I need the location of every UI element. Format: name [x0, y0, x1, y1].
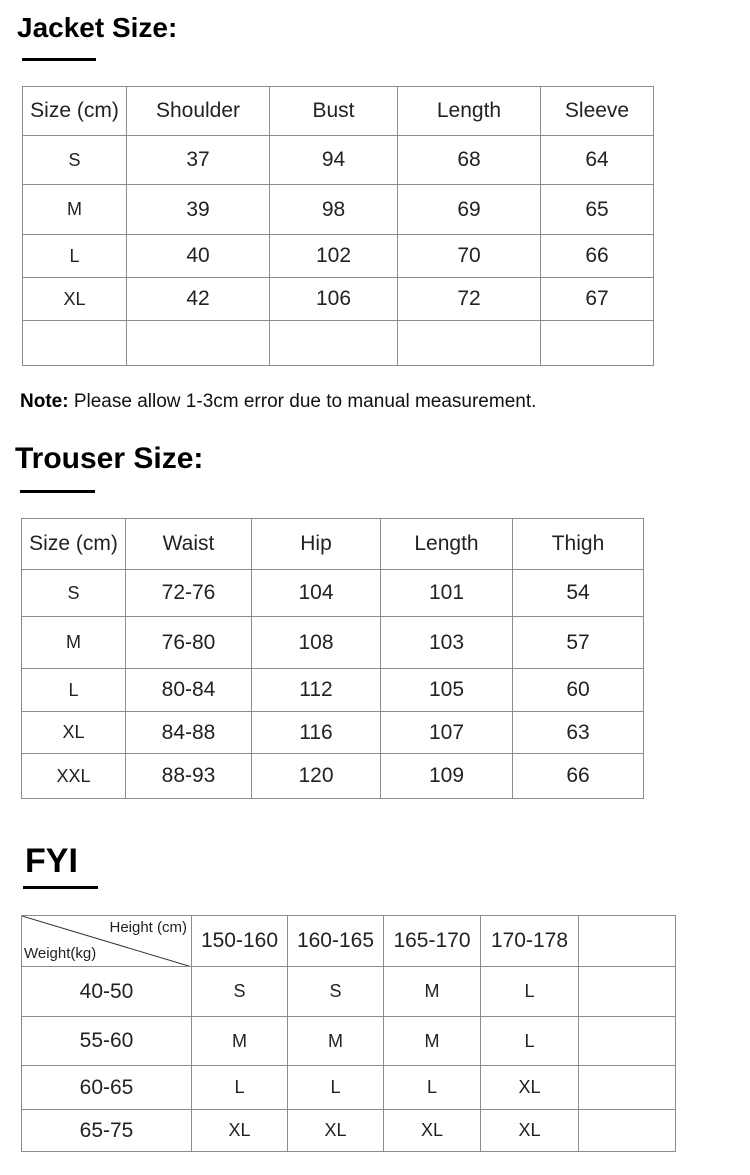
measurement-note [20, 391, 536, 413]
size-cell: S [23, 136, 127, 185]
weight-range-cell: 40-50 [22, 967, 192, 1017]
table-cell: 105 [381, 669, 513, 712]
table-cell: 98 [270, 185, 398, 235]
table-cell: 104 [252, 570, 381, 617]
table-row [22, 1066, 676, 1110]
table-row [22, 712, 644, 754]
table-cell: 70 [398, 235, 541, 278]
table-cell: M [384, 967, 481, 1017]
table-cell [579, 1017, 676, 1066]
table-header-row [23, 87, 654, 136]
table-cell: L [384, 1066, 481, 1110]
header-size: Size (cm) [23, 87, 127, 136]
note-label: Note: [20, 391, 69, 412]
table-cell: 94 [270, 136, 398, 185]
table-row [23, 235, 654, 278]
table-cell: 72-76 [126, 570, 252, 617]
table-cell [541, 321, 654, 366]
header-bust: Bust [270, 87, 398, 136]
size-cell: M [22, 617, 126, 669]
table-row [22, 617, 644, 669]
jacket-size-heading: Jacket Size: [17, 12, 178, 43]
size-cell: XL [22, 712, 126, 754]
size-cell: M [23, 185, 127, 235]
table-cell: L [192, 1066, 288, 1110]
table-cell: L [288, 1066, 384, 1110]
fyi-size-table [21, 915, 676, 1152]
table-cell: 67 [541, 278, 654, 321]
header-height-range: 165-170 [384, 916, 481, 967]
table-cell: M [288, 1017, 384, 1066]
table-cell: XL [384, 1110, 481, 1152]
table-header-row [22, 916, 676, 967]
table-cell: 88-93 [126, 754, 252, 799]
trouser-size-table [21, 518, 644, 799]
header-shoulder: Shoulder [127, 87, 270, 136]
table-cell: 64 [541, 136, 654, 185]
table-row [22, 669, 644, 712]
table-cell: 116 [252, 712, 381, 754]
table-row [22, 1017, 676, 1066]
table-row [23, 136, 654, 185]
table-row [22, 1110, 676, 1152]
table-cell: 63 [513, 712, 644, 754]
table-row [22, 754, 644, 799]
table-cell: 101 [381, 570, 513, 617]
table-cell: 102 [270, 235, 398, 278]
table-row [22, 570, 644, 617]
table-cell: 42 [127, 278, 270, 321]
table-cell: L [481, 967, 579, 1017]
table-cell: 69 [398, 185, 541, 235]
trouser-heading-underline [20, 490, 95, 493]
table-cell: 39 [127, 185, 270, 235]
table-cell: L [481, 1017, 579, 1066]
jacket-size-table [22, 86, 654, 366]
weight-range-cell: 60-65 [22, 1066, 192, 1110]
weight-label: Weight(kg) [24, 945, 97, 962]
table-cell: M [192, 1017, 288, 1066]
table-cell: XL [288, 1110, 384, 1152]
table-row-empty [23, 321, 654, 366]
table-cell: XL [481, 1110, 579, 1152]
table-cell: 72 [398, 278, 541, 321]
fyi-heading-underline [23, 886, 98, 889]
table-cell: 66 [513, 754, 644, 799]
height-weight-corner-cell [22, 916, 192, 967]
table-cell: 54 [513, 570, 644, 617]
table-cell: S [192, 967, 288, 1017]
table-cell: M [384, 1017, 481, 1066]
weight-range-cell: 65-75 [22, 1110, 192, 1152]
jacket-heading-underline [22, 58, 96, 61]
size-cell: S [22, 570, 126, 617]
header-thigh: Thigh [513, 519, 644, 570]
table-cell [270, 321, 398, 366]
table-cell: S [288, 967, 384, 1017]
table-cell: 109 [381, 754, 513, 799]
table-cell: 106 [270, 278, 398, 321]
table-row [23, 278, 654, 321]
trouser-size-heading: Trouser Size: [15, 442, 204, 475]
size-cell: XXL [22, 754, 126, 799]
table-header-row [22, 519, 644, 570]
fyi-heading: FYI [25, 842, 78, 880]
table-cell: XL [481, 1066, 579, 1110]
header-waist: Waist [126, 519, 252, 570]
table-cell: 66 [541, 235, 654, 278]
header-height-range: 170-178 [481, 916, 579, 967]
table-cell: 84-88 [126, 712, 252, 754]
note-text: Please allow 1-3cm error due to manual measurement. [73, 391, 537, 412]
table-cell [579, 1066, 676, 1110]
table-cell: 60 [513, 669, 644, 712]
table-cell: 37 [127, 136, 270, 185]
table-cell [127, 321, 270, 366]
header-size: Size (cm) [22, 519, 126, 570]
table-cell: 80-84 [126, 669, 252, 712]
table-row [22, 967, 676, 1017]
table-cell: 65 [541, 185, 654, 235]
header-height-range: 160-165 [288, 916, 384, 967]
table-cell: XL [192, 1110, 288, 1152]
table-cell: 68 [398, 136, 541, 185]
table-cell: 112 [252, 669, 381, 712]
table-cell: 76-80 [126, 617, 252, 669]
table-cell: 108 [252, 617, 381, 669]
header-height-range: 150-160 [192, 916, 288, 967]
header-hip: Hip [252, 519, 381, 570]
height-label: Height (cm) [109, 919, 187, 936]
table-row [23, 185, 654, 235]
table-cell: 40 [127, 235, 270, 278]
table-cell [398, 321, 541, 366]
table-cell [579, 967, 676, 1017]
table-cell: 103 [381, 617, 513, 669]
table-cell [579, 916, 676, 967]
header-sleeve: Sleeve [541, 87, 654, 136]
table-cell: 57 [513, 617, 644, 669]
size-cell: L [22, 669, 126, 712]
header-length: Length [381, 519, 513, 570]
table-cell [23, 321, 127, 366]
header-length: Length [398, 87, 541, 136]
table-cell [579, 1110, 676, 1152]
table-cell: 107 [381, 712, 513, 754]
size-cell: L [23, 235, 127, 278]
weight-range-cell: 55-60 [22, 1017, 192, 1066]
size-cell: XL [23, 278, 127, 321]
table-cell: 120 [252, 754, 381, 799]
